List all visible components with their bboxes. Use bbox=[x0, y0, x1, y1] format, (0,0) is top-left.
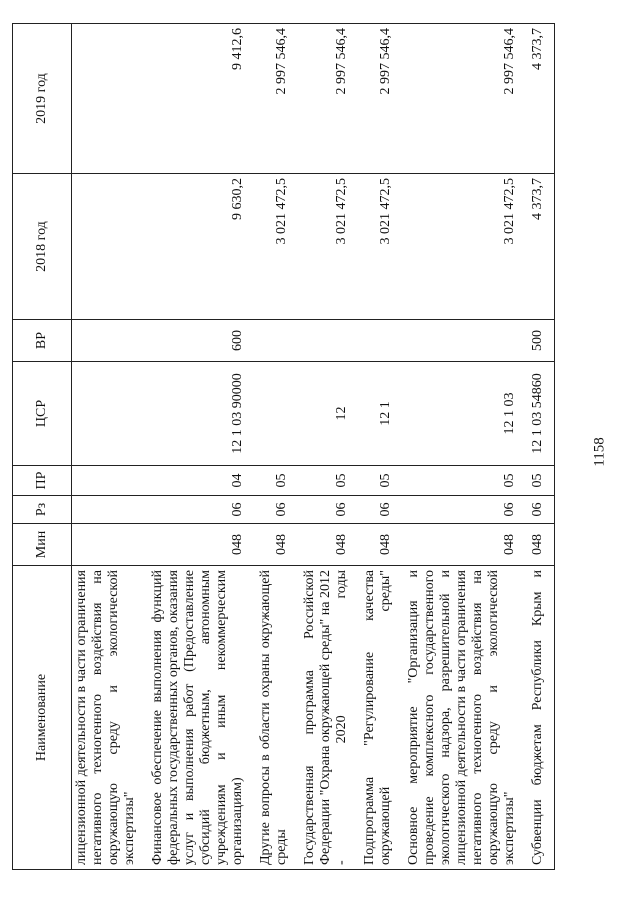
row-vr: 500 bbox=[526, 320, 555, 362]
row-min: 048 bbox=[526, 524, 555, 566]
row-2018: 4 373,7 bbox=[526, 174, 555, 320]
table-row bbox=[72, 24, 147, 870]
header-csr: ЦСР bbox=[13, 362, 72, 466]
row-name: Подпрограмма "Регулирование качества окружающей среды" bbox=[358, 566, 402, 870]
table-row bbox=[298, 24, 358, 870]
row-name: Другие вопросы в области охраны окружающей среды bbox=[254, 566, 298, 870]
table-row bbox=[526, 24, 555, 870]
row-vr bbox=[254, 320, 298, 362]
row-2019: 2 997 546,4 bbox=[298, 24, 358, 174]
row-pr bbox=[72, 466, 147, 496]
row-vr bbox=[298, 320, 358, 362]
row-rz: 06 bbox=[526, 496, 555, 524]
row-csr: 12 1 03 bbox=[402, 362, 526, 466]
row-2019: 4 373,7 bbox=[526, 24, 555, 174]
row-2019: 2 997 546,4 bbox=[358, 24, 402, 174]
row-pr: 05 bbox=[526, 466, 555, 496]
table-row bbox=[358, 24, 402, 870]
table-row bbox=[146, 24, 254, 870]
row-2019: 2 997 546,4 bbox=[254, 24, 298, 174]
row-rz: 06 bbox=[402, 496, 526, 524]
row-pr: 05 bbox=[298, 466, 358, 496]
row-name: Субвенции бюджетам Республики Крым и bbox=[526, 566, 555, 870]
row-name: Финансовое обеспечение выполнения функций федеральных государственных органов, оказания услуг и выполнения работ (Предоставление субсидий бюджетным, автономным учреждениям и иным некоммерческим организациям) bbox=[146, 566, 254, 870]
row-2019 bbox=[72, 24, 147, 174]
header-2019: 2019 год bbox=[13, 24, 72, 174]
header-vr: ВР bbox=[13, 320, 72, 362]
header-min: Мин bbox=[13, 524, 72, 566]
row-name: Основное мероприятие "Организация и проведение комплексного государственного экологического надзора, разрешительной и лицензионной деятельности в части ограничения негативного техногенного воздействия на окружающую среду и экологической экспертизы" bbox=[402, 566, 526, 870]
row-min: 048 bbox=[298, 524, 358, 566]
row-name: Государственная программа Российской Федерации "Охрана окружающей среды" на 2012 - 2020 годы bbox=[298, 566, 358, 870]
row-rz: 06 bbox=[146, 496, 254, 524]
row-2019: 9 412,6 bbox=[146, 24, 254, 174]
page-number: 1158 bbox=[591, 437, 608, 467]
row-csr bbox=[72, 362, 147, 466]
row-rz: 06 bbox=[298, 496, 358, 524]
row-2018: 9 630,2 bbox=[146, 174, 254, 320]
row-rz: 06 bbox=[358, 496, 402, 524]
row-2018 bbox=[72, 174, 147, 320]
row-pr: 04 bbox=[146, 466, 254, 496]
row-min: 048 bbox=[254, 524, 298, 566]
row-vr: 600 bbox=[146, 320, 254, 362]
budget-table bbox=[12, 23, 555, 870]
row-csr bbox=[254, 362, 298, 466]
row-2018: 3 021 472,5 bbox=[402, 174, 526, 320]
header-pr: ПР bbox=[13, 466, 72, 496]
row-min: 048 bbox=[358, 524, 402, 566]
row-min: 048 bbox=[146, 524, 254, 566]
row-min bbox=[72, 524, 147, 566]
header-rz: Рз bbox=[13, 496, 72, 524]
row-rz bbox=[72, 496, 147, 524]
header-2018: 2018 год bbox=[13, 174, 72, 320]
table-row bbox=[254, 24, 298, 870]
row-vr bbox=[402, 320, 526, 362]
row-name: лицензионной деятельности в части ограничения негативного техногенного воздействия на окружающую среду и экологической экспертизы" bbox=[72, 566, 147, 870]
row-rz: 06 bbox=[254, 496, 298, 524]
row-csr: 12 1 bbox=[358, 362, 402, 466]
row-2018: 3 021 472,5 bbox=[298, 174, 358, 320]
row-csr: 12 1 03 54860 bbox=[526, 362, 555, 466]
row-pr: 05 bbox=[358, 466, 402, 496]
row-vr bbox=[358, 320, 402, 362]
row-2018: 3 021 472,5 bbox=[254, 174, 298, 320]
row-pr: 05 bbox=[402, 466, 526, 496]
row-min: 048 bbox=[402, 524, 526, 566]
row-pr: 05 bbox=[254, 466, 298, 496]
table-row bbox=[402, 24, 526, 870]
table-header-row bbox=[13, 24, 72, 870]
row-2018: 3 021 472,5 bbox=[358, 174, 402, 320]
row-vr bbox=[72, 320, 147, 362]
row-csr: 12 bbox=[298, 362, 358, 466]
row-2019: 2 997 546,4 bbox=[402, 24, 526, 174]
header-name: Наименование bbox=[13, 566, 72, 870]
row-csr: 12 1 03 90000 bbox=[146, 362, 254, 466]
rotated-page-content bbox=[12, 24, 589, 870]
